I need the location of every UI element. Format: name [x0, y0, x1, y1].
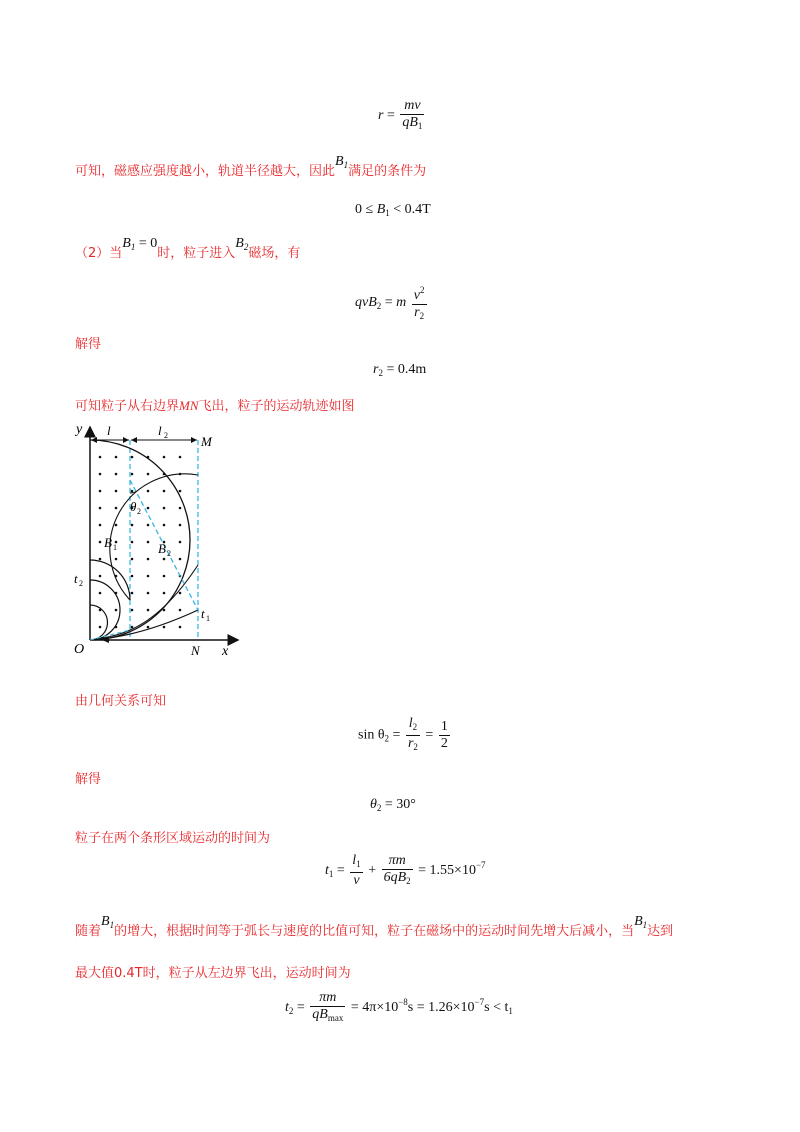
- field-dot: [147, 575, 150, 578]
- field-dot: [163, 558, 166, 561]
- equation-theta2: $\theta_2 = 30^\circ$: [370, 797, 416, 813]
- field-dot: [147, 541, 150, 544]
- label-b2-sub: 2: [167, 549, 171, 558]
- label-t1-sub: 1: [206, 614, 210, 623]
- text-line-2: （2）当$B_1 = 0$时，粒子进入$B_2$磁场，有: [75, 236, 301, 261]
- field-dot: [99, 626, 102, 629]
- field-dot: [99, 524, 102, 527]
- field-dot: [131, 456, 134, 459]
- field-dot: [147, 524, 150, 527]
- field-dot: [99, 507, 102, 510]
- field-dot: [131, 473, 134, 476]
- field-dot: [99, 490, 102, 493]
- equation-radius: r = $\frac{mv}{qB_1}$: [378, 98, 423, 131]
- equation-sin-theta: $\sin \theta_2$ = $\frac{l_2}{r_2}$ = $\frac{1}{2}$: [358, 716, 448, 752]
- label-b1: B: [104, 535, 112, 550]
- field-dot: [179, 507, 182, 510]
- field-dot: [99, 558, 102, 561]
- field-dot: [131, 541, 134, 544]
- text-line-7: 最大值0.4T时，粒子从左边界飞出，运动时间为: [75, 966, 351, 981]
- trajectory-diagram: [70, 415, 250, 660]
- label-o: O: [74, 642, 85, 657]
- label-l2-sub: 2: [164, 431, 168, 440]
- label-theta-sub: 2: [137, 507, 141, 516]
- field-dot: [163, 507, 166, 510]
- field-dot: [147, 507, 150, 510]
- label-n: N: [191, 643, 200, 658]
- field-dot: [179, 592, 182, 595]
- label-l: l: [107, 423, 111, 438]
- field-dot: [131, 490, 134, 493]
- field-dot: [147, 626, 150, 629]
- field-dot: [179, 558, 182, 561]
- field-dot: [115, 473, 118, 476]
- equation-t2: $t_2$ = $\frac{\pi m}{qB_{max}}$ = $4\pi\times 10^{-8}s = 1.26\times 10^{-7}s < t_1$: [285, 990, 513, 1023]
- equation-t1: $t_1$ = $\frac{l_1}{v}$ + $\frac{\pi m}{6qB_2}$ = $1.55\times 10^{-7}$: [325, 853, 486, 888]
- field-dot: [163, 626, 166, 629]
- field-dot: [179, 456, 182, 459]
- field-dot: [179, 524, 182, 527]
- field-dot: [131, 524, 134, 527]
- equation-force: qvB$_2$ = m $\frac{v^2}{r_2}$: [355, 282, 429, 324]
- text-line-5: 粒子在两个条形区域运动的时间为: [75, 831, 271, 846]
- label-x: x: [222, 644, 229, 659]
- equation-r2: $r_2 = 0.4m$: [373, 362, 427, 378]
- field-dot: [131, 609, 134, 612]
- label-t2: t: [74, 571, 78, 586]
- text-line-4: 由几何关系可知: [75, 694, 167, 709]
- field-dot: [163, 524, 166, 527]
- text-solve-2: 解得: [75, 772, 102, 787]
- field-dot: [115, 609, 118, 612]
- field-dot: [115, 524, 118, 527]
- trajectory-b2-arc: [110, 474, 198, 600]
- label-b1-sub: 1: [113, 543, 117, 552]
- field-dot: [99, 456, 102, 459]
- text-line-1: 可知，磁感应强度越小，轨道半径越大，因此$B_1$满足的条件为: [75, 154, 427, 179]
- field-dot: [147, 473, 150, 476]
- label-l2: l: [158, 423, 162, 438]
- field-dot: [115, 507, 118, 510]
- field-dot: [99, 575, 102, 578]
- field-dot: [163, 490, 166, 493]
- label-b2: B: [158, 541, 166, 556]
- field-dot: [179, 626, 182, 629]
- field-dot: [131, 558, 134, 561]
- field-dot: [99, 473, 102, 476]
- equation-b1-range: $0 \le B_1 < 0.4T$: [355, 202, 431, 218]
- field-dot: [179, 490, 182, 493]
- field-dot: [147, 592, 150, 595]
- text-solve-1: 解得: [75, 337, 102, 352]
- text-line-6: 随着$B_1$的增大，根据时间等于弧长与速度的比值可知，粒子在磁场中的运动时间先增大后减小，当$B_1$达到: [75, 914, 674, 939]
- field-dot: [99, 592, 102, 595]
- text-line-3: 可知粒子从右边界MN飞出，粒子的运动轨迹如图: [75, 398, 355, 414]
- field-dot: [115, 558, 118, 561]
- field-dot: [147, 558, 150, 561]
- label-t1: t: [201, 606, 205, 621]
- field-dot: [131, 626, 134, 629]
- field-dot: [163, 592, 166, 595]
- field-dot: [131, 575, 134, 578]
- field-dot: [147, 490, 150, 493]
- field-dot: [115, 456, 118, 459]
- field-dot: [147, 609, 150, 612]
- label-m: M: [201, 434, 212, 449]
- label-t2-sub: 2: [79, 579, 83, 588]
- field-dot: [115, 490, 118, 493]
- trajectory-figure: [70, 415, 250, 664]
- field-dot: [163, 575, 166, 578]
- field-dot: [163, 456, 166, 459]
- field-dot: [99, 541, 102, 544]
- field-dot: [131, 592, 134, 595]
- field-dot: [179, 609, 182, 612]
- label-theta: θ: [130, 499, 137, 514]
- label-y: y: [76, 422, 83, 437]
- field-dot: [179, 541, 182, 544]
